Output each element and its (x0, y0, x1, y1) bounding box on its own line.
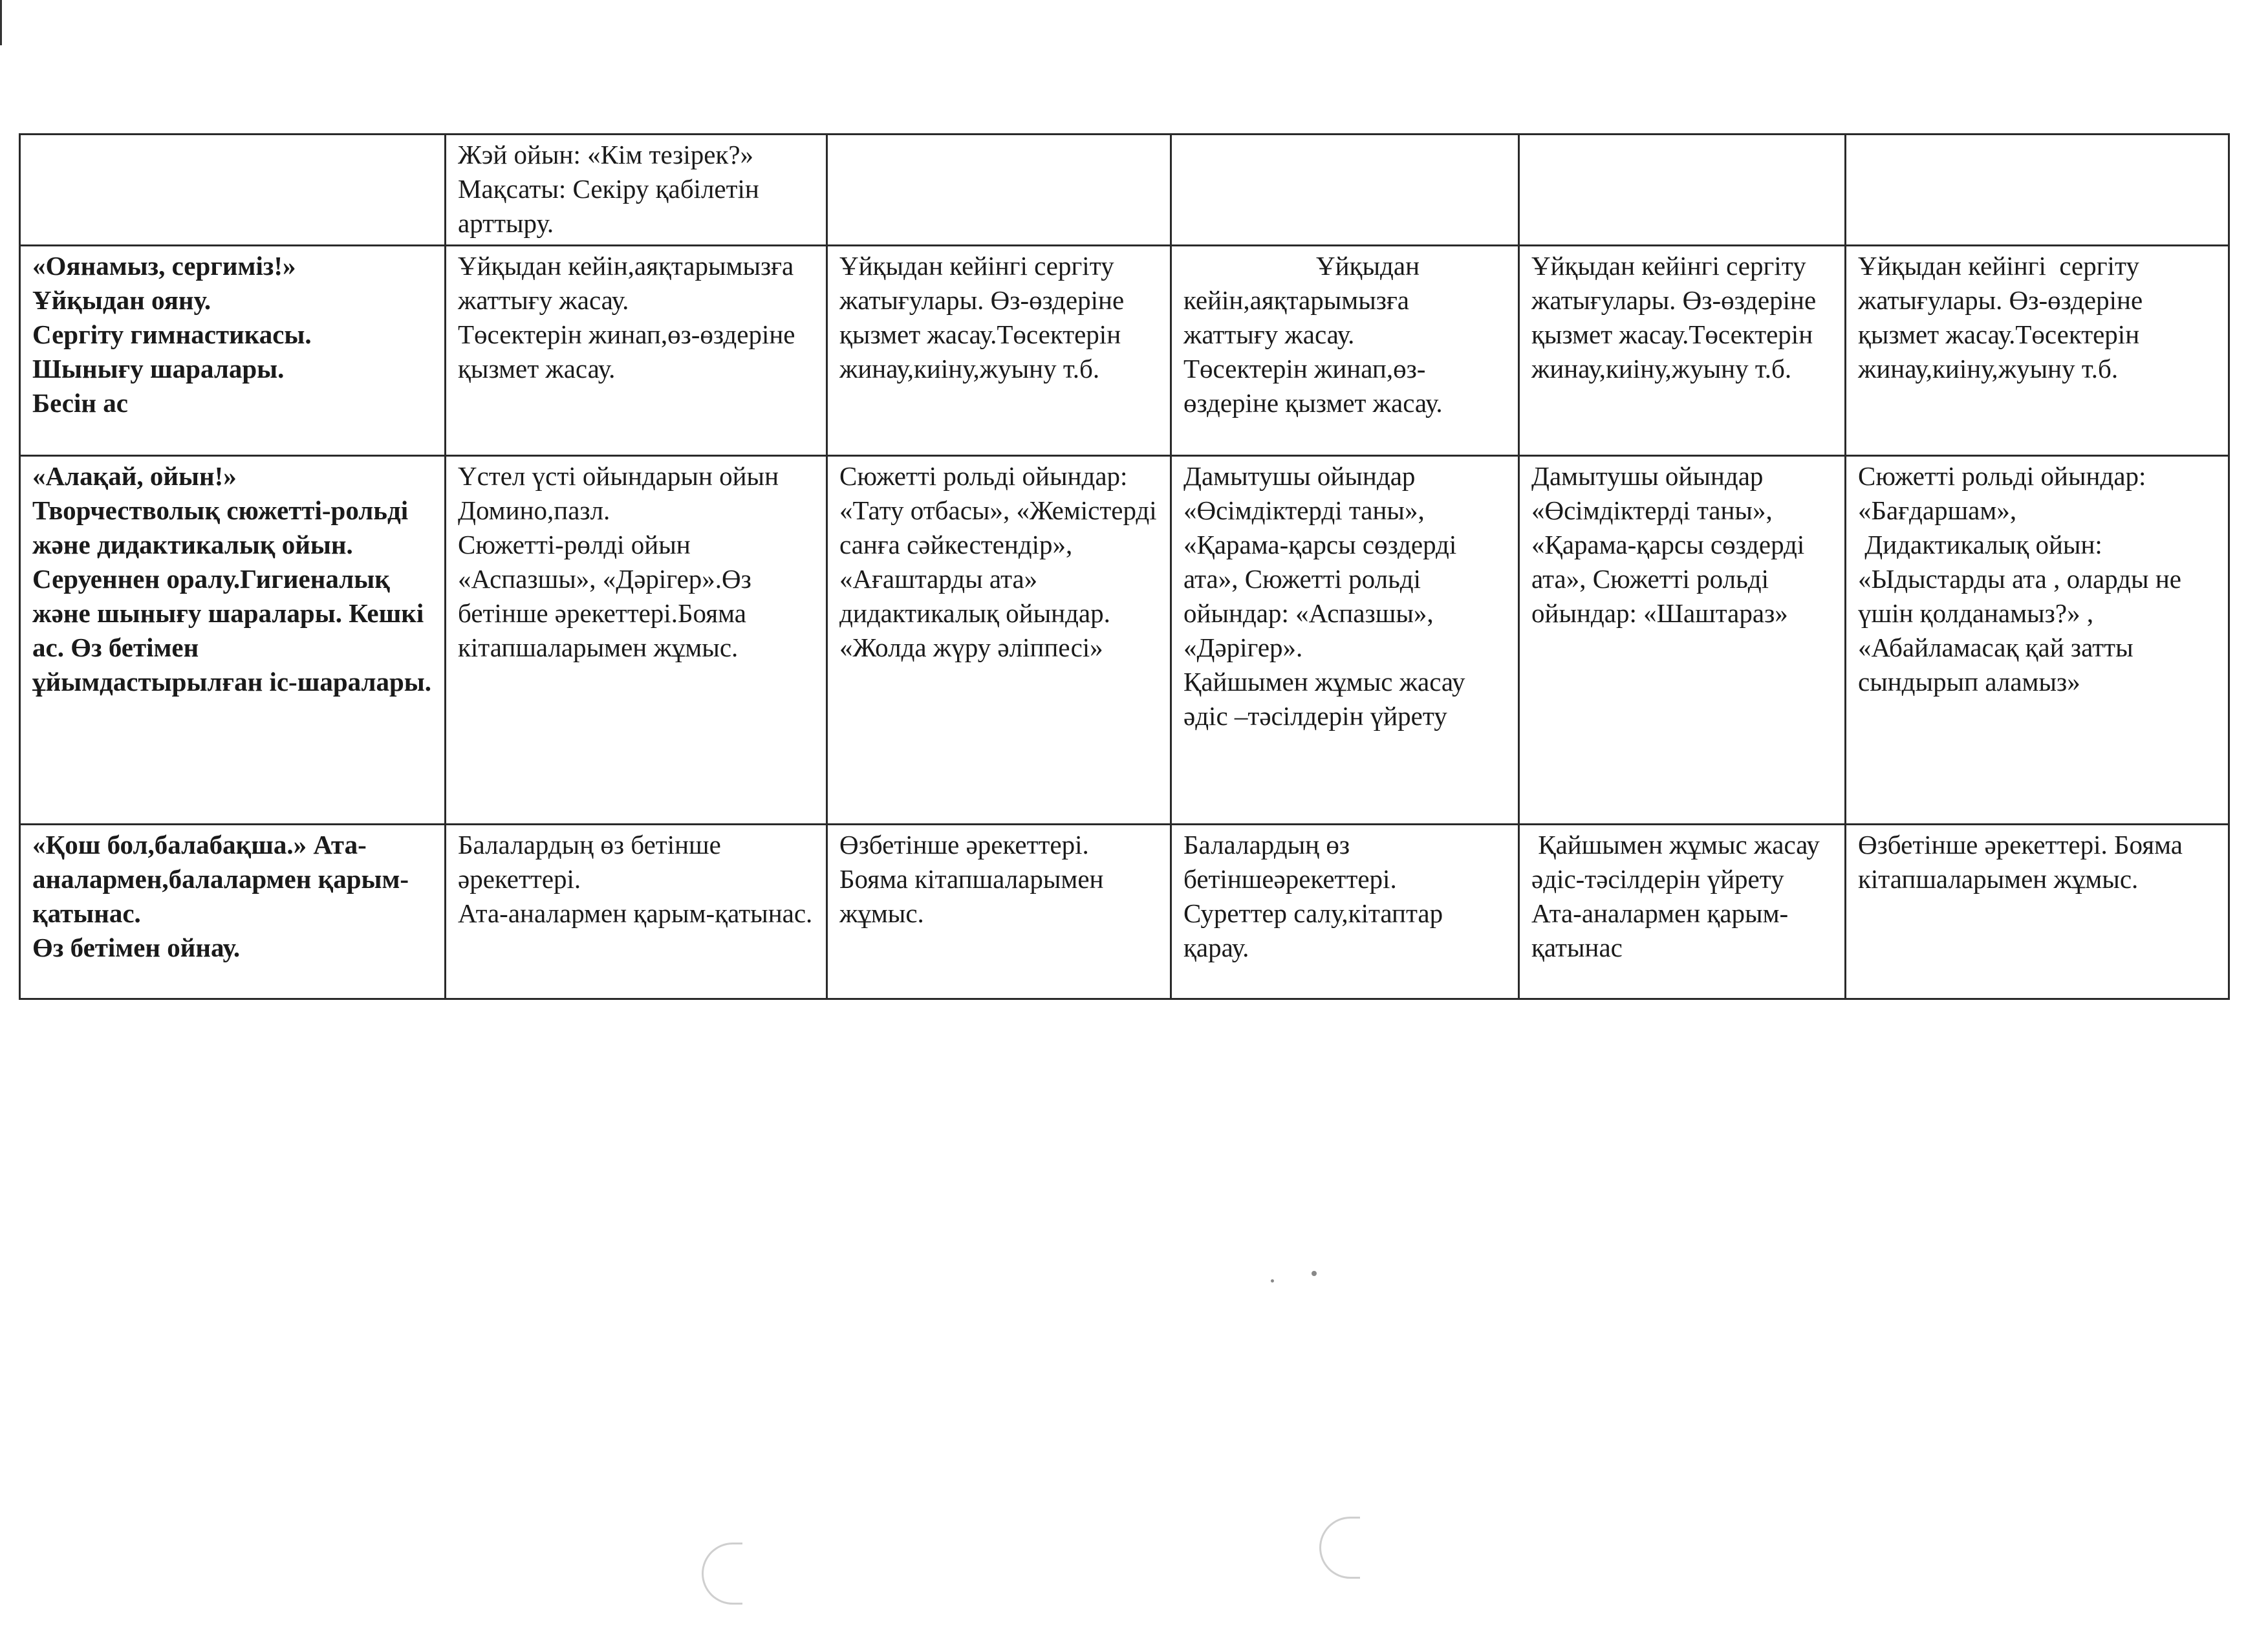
cell-text: «Алақай, ойын!» (32, 461, 237, 491)
cell-text: Балалардың өз бетінше әрекеттері. (458, 830, 728, 894)
cell-text: Творчестволық сюжетті-рольді және дидактикалық ойын. (32, 495, 415, 559)
cell-text: Қайшымен жұмыс жасау әдіс-тәсілдерін үйрету Ата-аналармен қарым-қатынас (1531, 830, 1827, 962)
schedule-table (19, 133, 2230, 1000)
cell-text: Сергіту гимнастикасы. (32, 319, 312, 349)
table-cell (1171, 825, 1519, 999)
table-cell (827, 825, 1171, 999)
cell-text: Ұйқыдан кейін,аяқтарымызға жаттығу жасау. (1183, 251, 1427, 349)
row-head-cell (20, 456, 446, 825)
cell-text: Төсектерін жинап,өз-өздеріне қызмет жасау. (1183, 354, 1443, 418)
cell-text: Сюжетті рольді ойындар: «Бағдаршам», (1858, 461, 2153, 525)
table-cell (1519, 246, 1846, 456)
cell-text: Дамытушы ойындар «Өсімдіктерді таны», «Қарама-қарсы сөздерді ата», Сюжетті рольді ойындар: «Шаштараз» (1531, 461, 1811, 628)
table-cell (1846, 825, 2229, 999)
cell-text: Суреттер салу,кітаптар қарау. (1183, 898, 1450, 962)
scan-edge-mark (0, 0, 2, 45)
table-cell (827, 135, 1171, 246)
table-row (20, 135, 2229, 246)
table-cell (1171, 246, 1519, 456)
cell-text: Өз бетімен ойнау. (32, 933, 241, 962)
cell-text: Серуеннен оралу.Гигиеналық және шынығу шаралары. Кешкі ас. Өз бетімен ұйымдастырылған іс-шаралары. (32, 564, 432, 697)
table-cell (1846, 246, 2229, 456)
cell-text: «Оянамыз, сергиміз!» (32, 251, 296, 281)
table-row (20, 456, 2229, 825)
cell-text: Бесін ас (32, 388, 128, 418)
table-cell (827, 456, 1171, 825)
table-cell (1846, 135, 2229, 246)
table-cell (1519, 825, 1846, 999)
row-head-cell (20, 825, 446, 999)
table-cell (1519, 456, 1846, 825)
cell-text: Ұйқыдан ояну. (32, 285, 211, 315)
cell-text: Ұйқыдан кейінгі сергіту жатығулары. Өз-өздеріне қызмет жасау.Төсектерін жинау,киіну,жуыну т.б. (1858, 251, 2150, 384)
cell-text: Шынығу шаралары. (32, 354, 285, 384)
row-head-cell (20, 135, 446, 246)
cell-text: Дидактикалық ойын: «Ыдыстарды ата , оларды не үшін қолданамыз?» , «Абайламасақ қай затты сындырып аламыз» (1858, 530, 2188, 697)
table-cell (446, 825, 827, 999)
cell-text: «Қош бол,балабақша.» Ата-аналармен,балалармен қарым-қатынас. (32, 830, 409, 928)
cell-text: Дамытушы ойындар «Өсімдіктерді таны», «Қарама-қарсы сөздерді ата», Сюжетті рольді ойындар: «Аспазшы», «Дәрігер». (1183, 461, 1463, 662)
table-cell (1171, 135, 1519, 246)
cell-text: Үстел үсті ойындарын ойын Домино,пазл. (458, 461, 786, 525)
scan-speck (1271, 1279, 1274, 1283)
cell-text: Ұйқыдан кейінгі сергіту жатығулары. Өз-өздеріне қызмет жасау.Төсектерін жинау,киіну,жуыну т.б. (1531, 251, 1823, 384)
cell-text: Жэй ойын: «Кім тезірек?» (458, 140, 754, 169)
cell-text: Қайшымен жұмыс жасау әдіс –тәсілдерін үйрету (1183, 667, 1472, 731)
table-row (20, 825, 2229, 999)
cell-text: Ата-аналармен қарым-қатынас. (458, 898, 813, 928)
table-cell (827, 246, 1171, 456)
cell-text: Сюжетті рольді ойындар: «Тату отбасы», «Жемістерді санға сәйкестендір», «Ағаштарды ата» дидактикалық ойындар. «Жолда жүру әліппесі» (839, 461, 1163, 662)
cell-text: Өзбетінше әрекеттері. Бояма кітапшаларымен жұмыс. (1858, 830, 2190, 894)
cell-text: Балалардың өз бетіншеәрекеттері. (1183, 830, 1397, 894)
table-cell (446, 135, 827, 246)
cell-text: Төсектерін жинап,өз-өздеріне қызмет жасау. (458, 319, 802, 384)
table-cell (1846, 456, 2229, 825)
scan-speck (1312, 1271, 1317, 1276)
table-cell (1519, 135, 1846, 246)
row-head-cell (20, 246, 446, 456)
cell-text: Өзбетінше әрекеттері. Бояма кітапшаларымен жұмыс. (839, 830, 1110, 928)
cell-text: Сюжетті-рөлді ойын «Аспазшы», «Дәрігер».Өз бетінше әрекеттері.Бояма кітапшаларымен жұмыс. (458, 530, 759, 662)
punch-hole-mark (702, 1543, 742, 1605)
punch-hole-mark (1319, 1517, 1360, 1579)
table-cell (446, 456, 827, 825)
table-cell (446, 246, 827, 456)
table-row (20, 246, 2229, 456)
table-cell (1171, 456, 1519, 825)
cell-text: Мақсаты: Секіру қабілетін арттыру. (458, 174, 766, 238)
cell-text: Ұйқыдан кейін,аяқтарымызға жаттығу жасау. (458, 251, 801, 315)
cell-text: Ұйқыдан кейінгі сергіту жатығулары. Өз-өздеріне қызмет жасау.Төсектерін жинау,киіну,жуыну т.б. (839, 251, 1131, 384)
